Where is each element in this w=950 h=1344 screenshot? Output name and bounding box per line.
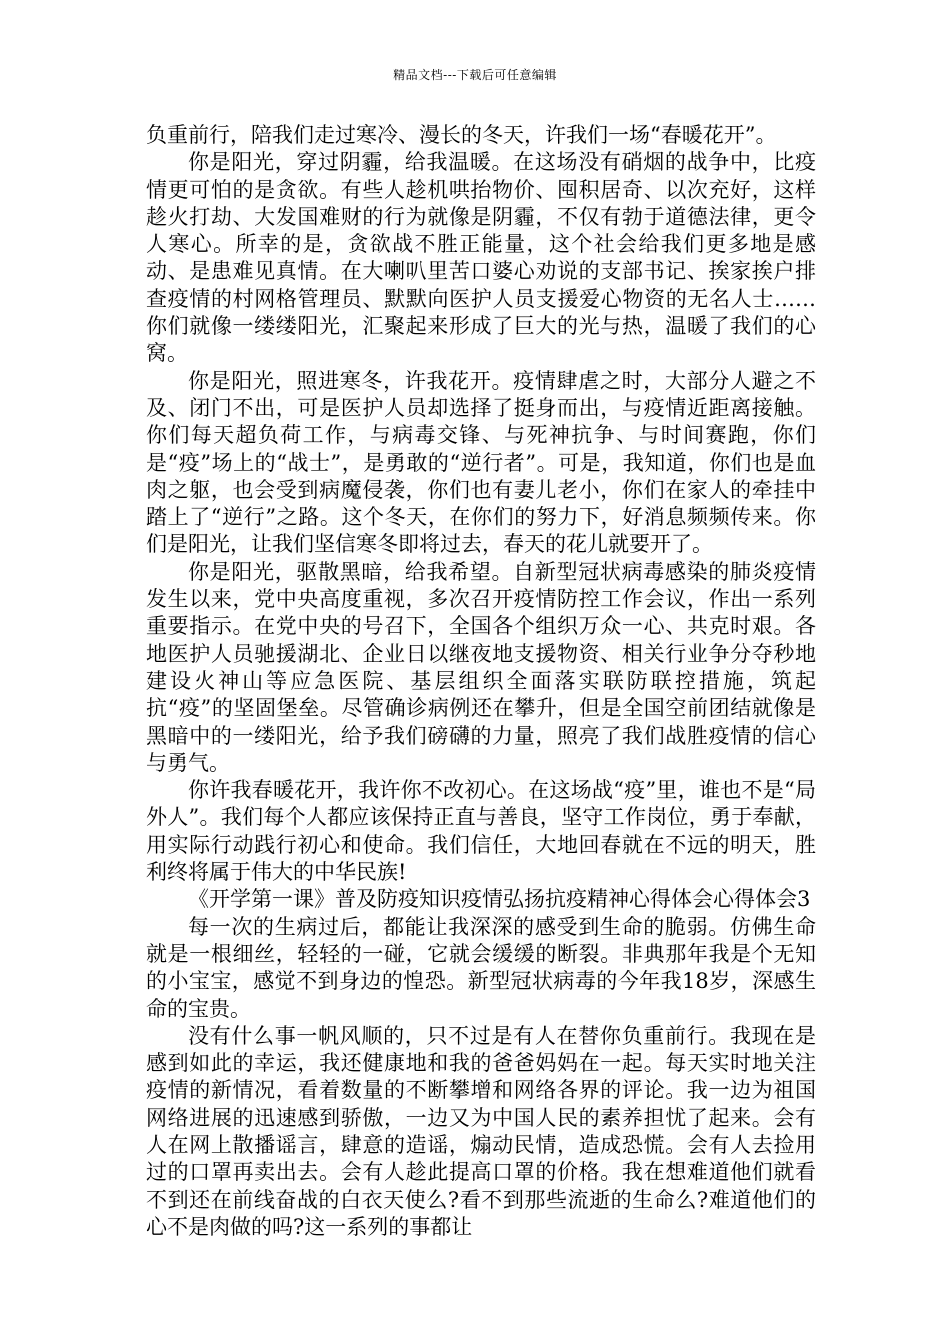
section-title: 《开学第一课》普及防疫知识疫情弘扬抗疫精神心得体会心得体会3 xyxy=(188,887,811,912)
paragraph: 你是阳光，照进寒冬，许我花开。疫情肆虐之时，大部分人避之不及、闭门不出，可是医护人员却选择了挺身而出，与疫情近距离接触。你们每天超负荷工作，与病毒交锋、与死神抗争、与时间赛跑，你们是“疫”场上的“战士”，是勇敢的“逆行者”。可是，我知道，你们也是血肉之躯，也会受到病魔侵袭，你们也有妻儿老小，你们在家人的牵挂中踏上了“逆行”之路。这个冬天，在你们的努力下，好消息频频传来。你们是阳光，让我们坚信寒冬即将过去，春天的花儿就要开了。 xyxy=(146,368,816,557)
paragraph: 没有什么事一帆风顺的，只不过是有人在替你负重前行。我现在是感到如此的幸运，我还健康地和我的爸爸妈妈在一起。每天实时地关注疫情的新情况，看着数量的不断攀增和网络各界的评论。我一边为祖国网络进展的迅速感到骄傲，一边又为中国人民的素养担忧了起来。会有人在网上散播谣言，肆意的造谣，煽动民情，造成恐慌。会有人去捡用过的口罩再卖出去。会有人趁此提高口罩的价格。我在想难道他们就看不到还在前线奋战的白衣天使么?看不到那些流逝的生命么?难道他们的心不是肉做的吗?这一系列的事都让 xyxy=(146,1023,816,1239)
paragraph: 每一次的生病过后，都能让我深深的感受到生命的脆弱。仿佛生命就是一根细丝，轻轻的一碰，它就会缓缓的断裂。非典那年我是个无知的小宝宝，感觉不到身边的惶恐。新型冠状病毒的今年我18岁，深感生命的宝贵。 xyxy=(146,914,816,1021)
paragraph: 你许我春暖花开，我许你不改初心。在这场战“疫”里，谁也不是“局外人”。我们每个人都应该保持正直与善良，坚守工作岗位，勇于奉献，用实际行动践行初心和使命。我们信任，大地回春就在不远的明天，胜利终将属于伟大的中华民族! xyxy=(146,778,816,885)
paragraph: 你是阳光，驱散黑暗，给我希望。自新型冠状病毒感染的肺炎疫情发生以来，党中央高度重视，多次召开疫情防控工作会议，作出一系列重要指示。在党中央的号召下，全国各个组织万众一心、共克时艰。各地医护人员驰援湖北、企业日以继夜地支援物资、相关行业争分夺秒地建设火神山等应急医院、基层组织全面落实联防联控措施，筑起抗“疫”的坚固堡垒。尽管确诊病例还在攀升，但是全国空前团结就像是黑暗中的一缕阳光，给予我们磅礴的力量，照亮了我们战胜疫情的信心与勇气。 xyxy=(146,559,816,775)
document-body xyxy=(146,122,816,1241)
paragraph: 你是阳光，穿过阴霾，给我温暖。在这场没有硝烟的战争中，比疫情更可怕的是贪欲。有些人趁机哄抬物价、囤积居奇、以次充好，这样趁火打劫、大发国难财的行为就像是阴霾，不仅有勃于道德法律，更令人寒心。所幸的是，贪欲战不胜正能量，这个社会给我们更多地是感动、是患难见真情。在大喇叭里苦口婆心劝说的支部书记、挨家挨户排查疫情的村网格管理员、默默向医护人员支援爱心物资的无名人士……你们就像一缕缕阳光，汇聚起来形成了巨大的光与热，温暖了我们的心窝。 xyxy=(146,150,816,366)
page-header: 精品文档---下载后可任意编辑 xyxy=(393,68,557,82)
paragraph: 负重前行，陪我们走过寒冷、漫长的冬天，许我们一场“春暖花开”。 xyxy=(146,123,777,147)
